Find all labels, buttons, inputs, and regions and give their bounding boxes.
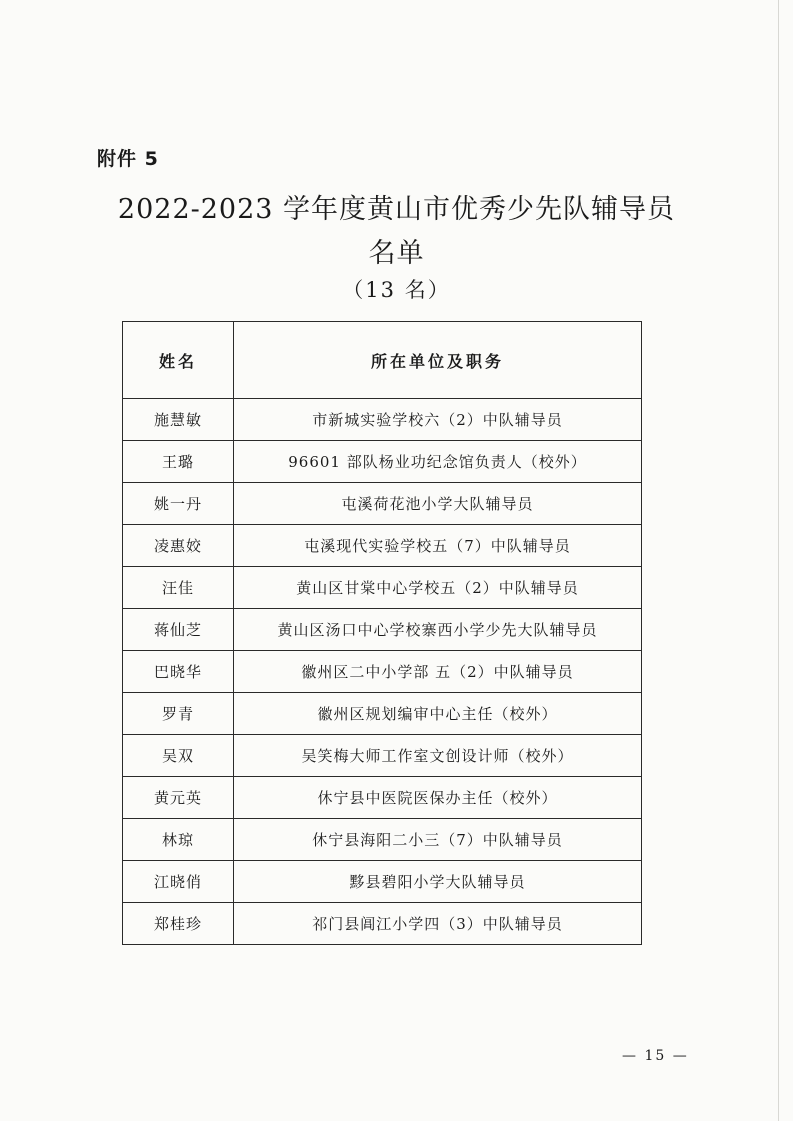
column-header-unit: 所在单位及职务 bbox=[234, 322, 642, 399]
row-unit: 市新城实验学校六（2）中队辅导员 bbox=[234, 399, 642, 441]
row-unit: 黄山区甘棠中心学校五（2）中队辅导员 bbox=[234, 567, 642, 609]
table-header-row bbox=[123, 322, 642, 399]
row-unit: 96601 部队杨业功纪念馆负责人（校外） bbox=[234, 441, 642, 483]
row-name: 施慧敏 bbox=[123, 399, 234, 441]
row-unit: 徽州区规划编审中心主任（校外） bbox=[234, 693, 642, 735]
row-name: 王璐 bbox=[123, 441, 234, 483]
row-name: 林琼 bbox=[123, 819, 234, 861]
row-name: 汪佳 bbox=[123, 567, 234, 609]
table-row bbox=[123, 735, 642, 777]
table-row bbox=[123, 567, 642, 609]
row-name: 吴双 bbox=[123, 735, 234, 777]
scan-edge-line bbox=[778, 0, 779, 1121]
document-title: 2022-2023 学年度黄山市优秀少先队辅导员 bbox=[117, 194, 676, 225]
row-unit: 休宁县海阳二小三（7）中队辅导员 bbox=[234, 819, 642, 861]
row-name: 罗青 bbox=[123, 693, 234, 735]
row-unit: 屯溪现代实验学校五（7）中队辅导员 bbox=[234, 525, 642, 567]
row-unit: 祁门县阊江小学四（3）中队辅导员 bbox=[234, 903, 642, 945]
row-name: 蒋仙芝 bbox=[123, 609, 234, 651]
table-row bbox=[123, 441, 642, 483]
table-row bbox=[123, 861, 642, 903]
row-unit: 徽州区二中小学部 五（2）中队辅导员 bbox=[234, 651, 642, 693]
table-row bbox=[123, 399, 642, 441]
row-unit: 黄山区汤口中心学校寨西小学少先大队辅导员 bbox=[234, 609, 642, 651]
table-row bbox=[123, 903, 642, 945]
row-name: 巴晓华 bbox=[123, 651, 234, 693]
row-unit: 屯溪荷花池小学大队辅导员 bbox=[234, 483, 642, 525]
table-row bbox=[123, 483, 642, 525]
row-name: 郑桂珍 bbox=[123, 903, 234, 945]
row-unit: 黟县碧阳小学大队辅导员 bbox=[234, 861, 642, 903]
table-row bbox=[123, 693, 642, 735]
row-name: 凌惠姣 bbox=[123, 525, 234, 567]
row-name: 黄元英 bbox=[123, 777, 234, 819]
table-row bbox=[123, 651, 642, 693]
column-header-name: 姓名 bbox=[123, 322, 234, 399]
table-row bbox=[123, 777, 642, 819]
table-row bbox=[123, 609, 642, 651]
row-unit: 吴笑梅大师工作室文创设计师（校外） bbox=[234, 735, 642, 777]
table-row bbox=[123, 819, 642, 861]
row-unit: 休宁县中医院医保办主任（校外） bbox=[234, 777, 642, 819]
attachment-label: 附件 5 bbox=[97, 148, 159, 170]
roster-table bbox=[122, 321, 642, 945]
document-title-continued: 名单 bbox=[368, 238, 425, 269]
table-row bbox=[123, 525, 642, 567]
recipient-count: （13 名） bbox=[342, 278, 451, 302]
row-name: 江晓俏 bbox=[123, 861, 234, 903]
page-number: — 15 — bbox=[622, 1048, 689, 1064]
row-name: 姚一丹 bbox=[123, 483, 234, 525]
